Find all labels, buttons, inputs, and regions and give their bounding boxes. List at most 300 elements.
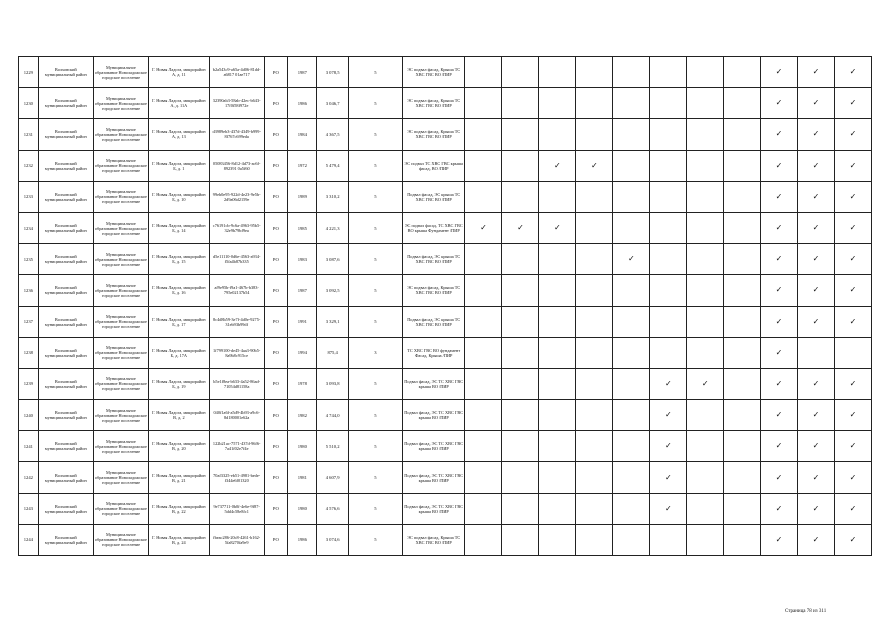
- floors-cell: 5: [348, 150, 402, 181]
- table-row: [19, 119, 872, 150]
- municipality-cell: Муниципальное образование Новоладожское городское поселение: [93, 306, 148, 337]
- empty-cell: [650, 306, 687, 337]
- address-cell: Г. Новая Ладога, микрорайон Б, д. 16: [149, 275, 210, 306]
- row-number: 1244: [19, 524, 39, 555]
- municipality-cell: Муниципальное образование Новоладожское городское поселение: [93, 212, 148, 243]
- empty-cell: [650, 275, 687, 306]
- empty-cell: [687, 275, 724, 306]
- check-mark-icon: ✓: [797, 150, 834, 181]
- area-cell: 3 092,5: [317, 275, 348, 306]
- empty-cell: [687, 119, 724, 150]
- floors-cell: 5: [348, 88, 402, 119]
- empty-cell: [539, 306, 576, 337]
- uid-cell: c76191cb-9c6a-4963-95b5-32e9b79bf9ea: [209, 212, 264, 243]
- uid-cell: b5e1f8ea-b633-4a52-86ad-71054d81158a: [209, 368, 264, 399]
- table-row: [19, 493, 872, 524]
- district-cell: Волховский муниципальный район: [38, 181, 93, 212]
- address-cell: Г. Новая Ладога, микрорайон В, д. 21: [149, 462, 210, 493]
- district-cell: Волховский муниципальный район: [38, 57, 93, 88]
- empty-cell: [576, 493, 613, 524]
- check-mark-icon: ✓: [834, 462, 871, 493]
- empty-cell: [465, 368, 502, 399]
- check-mark-icon: ✓: [797, 493, 834, 524]
- area-cell: 4 221,3: [317, 212, 348, 243]
- check-mark-icon: ✓: [760, 150, 797, 181]
- year-cell: 1983: [288, 244, 317, 275]
- empty-cell: [650, 88, 687, 119]
- empty-cell: [724, 462, 761, 493]
- empty-cell: [465, 88, 502, 119]
- empty-cell: [539, 400, 576, 431]
- check-mark-icon: ✓: [834, 368, 871, 399]
- table-row: [19, 306, 872, 337]
- form-cell: РО: [264, 212, 287, 243]
- area-cell: 3 074,6: [317, 524, 348, 555]
- table-row: [19, 244, 872, 275]
- empty-cell: [687, 400, 724, 431]
- empty-cell: [502, 275, 539, 306]
- check-mark-icon: ✓: [760, 275, 797, 306]
- check-mark-icon: ✓: [797, 212, 834, 243]
- district-cell: Волховский муниципальный район: [38, 119, 93, 150]
- floors-cell: 5: [348, 368, 402, 399]
- empty-cell: [465, 150, 502, 181]
- table-row: [19, 368, 872, 399]
- uid-cell: 8c4d8b59-3e7f-4d0e-9275-31eb93b99df: [209, 306, 264, 337]
- check-mark-icon: ✓: [650, 431, 687, 462]
- empty-cell: [465, 57, 502, 88]
- row-number: 1240: [19, 400, 39, 431]
- address-cell: Г. Новая Ладога, микрорайон В, д. 20: [149, 431, 210, 462]
- form-cell: РО: [264, 57, 287, 88]
- row-number: 1233: [19, 181, 39, 212]
- district-cell: Волховский муниципальный район: [38, 306, 93, 337]
- works-cell: Подвал фасад, ЭС ТС ХВС ГВС крыша ВО /ПИР: [402, 462, 465, 493]
- floors-cell: 5: [348, 462, 402, 493]
- empty-cell: [613, 212, 650, 243]
- empty-cell: [502, 431, 539, 462]
- empty-cell: [539, 337, 576, 368]
- empty-cell: [613, 337, 650, 368]
- row-number: 1239: [19, 368, 39, 399]
- empty-cell: [613, 431, 650, 462]
- check-mark-icon: ✓: [797, 244, 834, 275]
- form-cell: РО: [264, 275, 287, 306]
- empty-cell: [576, 306, 613, 337]
- year-cell: 1987: [288, 57, 317, 88]
- works-cell: ЭС подвал фасад, Крыша ТС ХВС ГВС ВО /ПИР: [402, 524, 465, 555]
- empty-cell: [724, 150, 761, 181]
- municipality-cell: Муниципальное образование Новоладожское городское поселение: [93, 150, 148, 181]
- row-number: 1238: [19, 337, 39, 368]
- floors-cell: 5: [348, 524, 402, 555]
- empty-cell: [502, 181, 539, 212]
- check-mark-icon: ✓: [834, 244, 871, 275]
- table-row: [19, 400, 872, 431]
- address-cell: Г. Новая Ладога, микрорайон Б, д. 19: [149, 368, 210, 399]
- check-mark-icon: ✓: [760, 244, 797, 275]
- district-cell: Волховский муниципальный район: [38, 431, 93, 462]
- empty-cell: [502, 493, 539, 524]
- empty-cell: [687, 212, 724, 243]
- area-cell: 3 078,5: [317, 57, 348, 88]
- empty-cell: [650, 524, 687, 555]
- empty-cell: [502, 524, 539, 555]
- empty-cell: [687, 57, 724, 88]
- form-cell: РО: [264, 400, 287, 431]
- address-cell: Г. Новая Ладога, микрорайон Б, д. 1: [149, 150, 210, 181]
- empty-cell: [613, 181, 650, 212]
- floors-cell: 5: [348, 57, 402, 88]
- empty-cell: [465, 493, 502, 524]
- table-row: [19, 275, 872, 306]
- empty-cell: [650, 119, 687, 150]
- uid-cell: d3989eb3-437d-4349-b999-8f767c699eda: [209, 119, 264, 150]
- form-cell: РО: [264, 431, 287, 462]
- form-cell: РО: [264, 244, 287, 275]
- address-cell: Г. Новая Ладога, микрорайон Б, д. 14: [149, 212, 210, 243]
- empty-cell: [613, 275, 650, 306]
- uid-cell: 32390ab3-58ab-42ec-b643-17f0f58f972e: [209, 88, 264, 119]
- empty-cell: [613, 57, 650, 88]
- empty-cell: [724, 88, 761, 119]
- municipality-cell: Муниципальное образование Новоладожское городское поселение: [93, 368, 148, 399]
- uid-cell: 70af3325-eb51-4981-bede-f344e6f01320: [209, 462, 264, 493]
- area-cell: 4 744,0: [317, 400, 348, 431]
- check-mark-icon: ✓: [797, 306, 834, 337]
- municipality-cell: Муниципальное образование Новоладожское городское поселение: [93, 462, 148, 493]
- check-mark-icon: ✓: [539, 150, 576, 181]
- uid-cell: 040f1a6f-a5d9-4b93-a9c6-8d180001e62a: [209, 400, 264, 431]
- table-row: [19, 181, 872, 212]
- area-cell: 5 479,4: [317, 150, 348, 181]
- municipality-cell: Муниципальное образование Новоладожское городское поселение: [93, 57, 148, 88]
- empty-cell: [539, 275, 576, 306]
- works-cell: ЭС подвал фасад, Крыша ТС ХВС ГВС ВО /ПИР: [402, 57, 465, 88]
- form-cell: РО: [264, 493, 287, 524]
- check-mark-icon: ✓: [650, 493, 687, 524]
- empty-cell: [687, 306, 724, 337]
- empty-cell: [502, 368, 539, 399]
- empty-cell: [502, 462, 539, 493]
- empty-cell: [502, 88, 539, 119]
- municipality-cell: Муниципальное образование Новоладожское городское поселение: [93, 181, 148, 212]
- check-mark-icon: ✓: [834, 212, 871, 243]
- empty-cell: [539, 57, 576, 88]
- municipality-cell: Муниципальное образование Новоладожское городское поселение: [93, 88, 148, 119]
- works-cell: Подвал фасад, ЭС крыша ТС ХВС ГВС ВО /ПИР: [402, 244, 465, 275]
- empty-cell: [502, 337, 539, 368]
- check-mark-icon: ✓: [834, 150, 871, 181]
- check-mark-icon: ✓: [760, 462, 797, 493]
- empty-cell: [613, 306, 650, 337]
- empty-cell: [465, 306, 502, 337]
- area-cell: 4 607,9: [317, 462, 348, 493]
- empty-cell: [539, 493, 576, 524]
- check-mark-icon: ✓: [797, 119, 834, 150]
- works-cell: ЭС подвал ТС ХВС ГВС крыша фасад, ВО /ПИР: [402, 150, 465, 181]
- uid-cell: 1f799100-de45-4aa3-90b5-8a9b8c915ce: [209, 337, 264, 368]
- empty-cell: [687, 244, 724, 275]
- empty-cell: [724, 119, 761, 150]
- check-mark-icon: ✓: [760, 212, 797, 243]
- uid-cell: b2a543c9-a65a-4d06-81dd-a6817 01ae717: [209, 57, 264, 88]
- address-cell: Г. Новая Ладога, микрорайон Б, д. 10: [149, 181, 210, 212]
- row-number: 1237: [19, 306, 39, 337]
- works-cell: Подвал фасад, ЭС крыша ТС ХВС ГВС ВО /ПИР: [402, 181, 465, 212]
- empty-cell: [539, 88, 576, 119]
- row-number: 1231: [19, 119, 39, 150]
- empty-cell: [613, 462, 650, 493]
- empty-cell: [724, 57, 761, 88]
- year-cell: 1982: [288, 400, 317, 431]
- table-row: [19, 337, 872, 368]
- empty-cell: [687, 88, 724, 119]
- district-cell: Волховский муниципальный район: [38, 337, 93, 368]
- check-mark-icon: ✓: [760, 337, 797, 368]
- check-mark-icon: ✓: [797, 400, 834, 431]
- check-mark-icon: ✓: [797, 181, 834, 212]
- empty-cell: [465, 400, 502, 431]
- check-mark-icon: ✓: [834, 306, 871, 337]
- district-cell: Волховский муниципальный район: [38, 368, 93, 399]
- empty-cell: [724, 368, 761, 399]
- address-cell: Г. Новая Ладога, микрорайон Б, д. 17А: [149, 337, 210, 368]
- uid-cell: 122b21ac-7571-437d-96f6-7a41f02e7f4e: [209, 431, 264, 462]
- floors-cell: 5: [348, 431, 402, 462]
- empty-cell: [650, 337, 687, 368]
- year-cell: 1980: [288, 431, 317, 462]
- check-mark-icon: ✓: [760, 400, 797, 431]
- empty-cell: [724, 244, 761, 275]
- empty-cell: [650, 212, 687, 243]
- check-mark-icon: ✓: [834, 57, 871, 88]
- area-cell: 4 576,6: [317, 493, 348, 524]
- year-cell: 1972: [288, 150, 317, 181]
- uid-cell: 9e737711-0b0f-4e6e-9f87-5dd4c58e8fc1: [209, 493, 264, 524]
- check-mark-icon: ✓: [834, 275, 871, 306]
- municipality-cell: Муниципальное образование Новоладожское городское поселение: [93, 400, 148, 431]
- form-cell: РО: [264, 306, 287, 337]
- empty-cell: [687, 181, 724, 212]
- empty-cell: [724, 524, 761, 555]
- form-cell: РО: [264, 462, 287, 493]
- works-cell: Подвал фасад, ЭС ТС ХВС ГВС крыша ВО /ПИР: [402, 493, 465, 524]
- empty-cell: [724, 400, 761, 431]
- empty-cell: [613, 150, 650, 181]
- uid-cell: af9e95b-f9a1-467b-b383-795e02137b54: [209, 275, 264, 306]
- address-cell: Г. Новая Ладога, микрорайон В, д. 2: [149, 400, 210, 431]
- empty-cell: [724, 306, 761, 337]
- municipality-cell: Муниципальное образование Новоладожское городское поселение: [93, 431, 148, 462]
- empty-cell: [465, 431, 502, 462]
- district-cell: Волховский муниципальный район: [38, 275, 93, 306]
- municipality-cell: Муниципальное образование Новоладожское городское поселение: [93, 493, 148, 524]
- check-mark-icon: ✓: [797, 462, 834, 493]
- check-mark-icon: ✓: [687, 368, 724, 399]
- empty-cell: [502, 244, 539, 275]
- check-mark-icon: ✓: [760, 524, 797, 555]
- empty-cell: [539, 431, 576, 462]
- year-cell: 1987: [288, 275, 317, 306]
- table-row: [19, 57, 872, 88]
- check-mark-icon: ✓: [797, 88, 834, 119]
- empty-cell: [650, 244, 687, 275]
- check-mark-icon: ✓: [797, 368, 834, 399]
- empty-cell: [502, 306, 539, 337]
- check-mark-icon: ✓: [760, 88, 797, 119]
- empty-cell: [539, 119, 576, 150]
- form-cell: РО: [264, 150, 287, 181]
- table-row: [19, 88, 872, 119]
- year-cell: 1986: [288, 88, 317, 119]
- page-number: Страница 78 из 311: [785, 609, 827, 614]
- table-row: [19, 524, 872, 555]
- empty-cell: [465, 181, 502, 212]
- empty-cell: [650, 150, 687, 181]
- municipality-cell: Муниципальное образование Новоладожское городское поселение: [93, 119, 148, 150]
- check-mark-icon: ✓: [650, 462, 687, 493]
- works-cell: Подвал фасад, ЭС крыша ТС ХВС ГВС ВО /ПИР: [402, 306, 465, 337]
- empty-cell: [576, 88, 613, 119]
- row-number: 1235: [19, 244, 39, 275]
- empty-cell: [650, 57, 687, 88]
- row-number: 1230: [19, 88, 39, 119]
- check-mark-icon: ✓: [760, 431, 797, 462]
- floors-cell: 3: [348, 337, 402, 368]
- check-mark-icon: ✓: [834, 524, 871, 555]
- year-cell: 1978: [288, 368, 317, 399]
- works-cell: ЭС подвал фасад, Крыша ТС ХВС ГВС ВО /ПИР: [402, 119, 465, 150]
- form-cell: РО: [264, 337, 287, 368]
- empty-cell: [613, 524, 650, 555]
- address-cell: Г. Новая Ладога, микрорайон А, д. 11: [149, 57, 210, 88]
- district-cell: Волховский муниципальный район: [38, 212, 93, 243]
- empty-cell: [650, 181, 687, 212]
- row-number: 1243: [19, 493, 39, 524]
- check-mark-icon: ✓: [760, 493, 797, 524]
- check-mark-icon: ✓: [797, 57, 834, 88]
- check-mark-icon: ✓: [613, 244, 650, 275]
- empty-cell: [724, 337, 761, 368]
- check-mark-icon: ✓: [834, 400, 871, 431]
- empty-cell: [576, 337, 613, 368]
- row-number: 1234: [19, 212, 39, 243]
- municipality-cell: Муниципальное образование Новоладожское городское поселение: [93, 337, 148, 368]
- uid-cell: 05083456-8d12-4d73-ac6f-892391 0a5f60: [209, 150, 264, 181]
- empty-cell: [576, 181, 613, 212]
- empty-cell: [576, 57, 613, 88]
- empty-cell: [724, 275, 761, 306]
- check-mark-icon: ✓: [834, 493, 871, 524]
- table-row: [19, 462, 872, 493]
- empty-cell: [465, 337, 502, 368]
- empty-cell: [576, 524, 613, 555]
- table-row: [19, 431, 872, 462]
- check-mark-icon: ✓: [760, 181, 797, 212]
- empty-cell: [724, 493, 761, 524]
- floors-cell: 5: [348, 306, 402, 337]
- check-mark-icon: ✓: [797, 524, 834, 555]
- form-cell: РО: [264, 524, 287, 555]
- works-cell: Подвал фасад, ЭС ТС ХВС ГВС крыша ВО /ПИР: [402, 400, 465, 431]
- empty-cell: [687, 493, 724, 524]
- empty-cell: [576, 368, 613, 399]
- check-mark-icon: ✓: [760, 57, 797, 88]
- empty-cell: [539, 244, 576, 275]
- empty-cell: [465, 119, 502, 150]
- check-mark-icon: ✓: [797, 431, 834, 462]
- table-row: [19, 212, 872, 243]
- address-cell: Г. Новая Ладога, микрорайон А, д. 13: [149, 119, 210, 150]
- area-cell: 3 329,1: [317, 306, 348, 337]
- empty-cell: [576, 244, 613, 275]
- empty-cell: [539, 462, 576, 493]
- empty-cell: [724, 181, 761, 212]
- empty-cell: [502, 57, 539, 88]
- empty-cell: [613, 493, 650, 524]
- form-cell: РО: [264, 119, 287, 150]
- empty-cell: [687, 150, 724, 181]
- year-cell: 1994: [288, 337, 317, 368]
- works-cell: ЭС подвал фасад, ТС ХВС ГВС ВО крыша Фундамент /ПИР: [402, 212, 465, 243]
- floors-cell: 5: [348, 493, 402, 524]
- floors-cell: 5: [348, 275, 402, 306]
- district-cell: Волховский муниципальный район: [38, 493, 93, 524]
- form-cell: РО: [264, 181, 287, 212]
- check-mark-icon: ✓: [502, 212, 539, 243]
- address-cell: Г. Новая Ладога, микрорайон В, д. 22: [149, 493, 210, 524]
- check-mark-icon: ✓: [760, 306, 797, 337]
- empty-cell: [613, 400, 650, 431]
- housing-register-table: [18, 56, 872, 556]
- municipality-cell: Муниципальное образование Новоладожское городское поселение: [93, 524, 148, 555]
- check-mark-icon: ✓: [576, 150, 613, 181]
- area-cell: 4 367,5: [317, 119, 348, 150]
- address-cell: Г. Новая Ладога, микрорайон В, д. 24: [149, 524, 210, 555]
- empty-cell: [687, 431, 724, 462]
- uid-cell: fbeac286-20c8-4261-b162-5fa8270fa9e9: [209, 524, 264, 555]
- row-number: 1232: [19, 150, 39, 181]
- empty-cell: [502, 400, 539, 431]
- district-cell: Волховский муниципальный район: [38, 150, 93, 181]
- address-cell: Г. Новая Ладога, микрорайон Б, д. 15: [149, 244, 210, 275]
- district-cell: Волховский муниципальный район: [38, 244, 93, 275]
- floors-cell: 5: [348, 119, 402, 150]
- empty-cell: [724, 431, 761, 462]
- empty-cell: [539, 181, 576, 212]
- floors-cell: 5: [348, 400, 402, 431]
- empty-cell: [465, 244, 502, 275]
- empty-cell: [576, 119, 613, 150]
- empty-cell: [576, 462, 613, 493]
- empty-cell: [613, 119, 650, 150]
- municipality-cell: Муниципальное образование Новоладожское городское поселение: [93, 244, 148, 275]
- empty-cell: [465, 524, 502, 555]
- table-row: [19, 150, 872, 181]
- check-mark-icon: ✓: [650, 400, 687, 431]
- uid-cell: d5e11110-0d6e-4563-a934-f5fa4b87b335: [209, 244, 264, 275]
- check-mark-icon: ✓: [760, 119, 797, 150]
- area-cell: 3 046,7: [317, 88, 348, 119]
- year-cell: 1989: [288, 181, 317, 212]
- check-mark-icon: ✓: [465, 212, 502, 243]
- area-cell: 5 510,2: [317, 431, 348, 462]
- empty-cell: [539, 524, 576, 555]
- address-cell: Г. Новая Ладога, микрорайон А, д. 11А: [149, 88, 210, 119]
- check-mark-icon: ✓: [539, 212, 576, 243]
- uid-cell: 99eb0e95-922d-4e23-9e5b-2d9a06d2159e: [209, 181, 264, 212]
